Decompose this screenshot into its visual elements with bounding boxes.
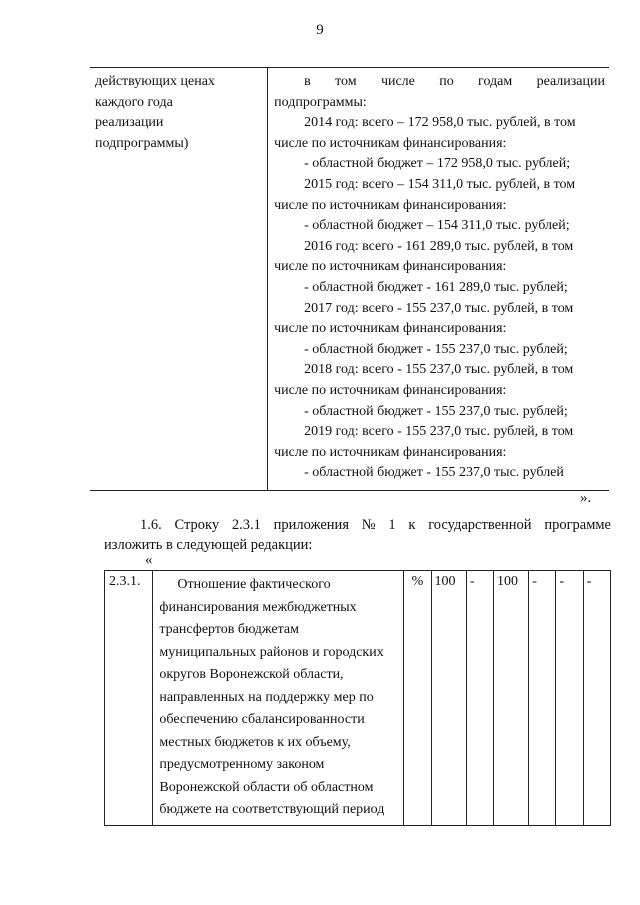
word: 2.3.1: [231, 517, 261, 533]
funding-cell: [268, 68, 609, 491]
value-cell: 100: [431, 571, 466, 826]
year-total-line: 2017 год: всего - 155 237,0 тыс. рублей, в том: [304, 300, 574, 316]
word: программе: [544, 517, 611, 533]
label-line: каждого года: [95, 94, 173, 110]
value-cell: -: [556, 571, 583, 826]
word: государственной: [428, 517, 532, 533]
word: числе: [380, 74, 415, 89]
word: том: [335, 74, 357, 89]
label-cell: [90, 68, 268, 491]
word: реализации: [536, 74, 605, 89]
opening-quote: «: [145, 552, 153, 568]
word: 1.6.: [140, 517, 162, 533]
year-total-line: 2016 год: всего - 161 289,0 тыс. рублей, в том: [304, 238, 574, 254]
year-source-line: числе по источникам финансирования:: [274, 135, 507, 151]
year-budget-line: - областной бюджет - 155 237,0 тыс. рублей;: [304, 403, 568, 419]
table-row: [90, 68, 609, 491]
year-source-line: числе по источникам финансирования:: [274, 444, 507, 460]
table-row: [105, 571, 611, 826]
indicator-number: 2.3.1.: [105, 571, 153, 826]
description-line: бюджете на соответствующий период: [159, 802, 385, 817]
word: в: [304, 74, 311, 89]
year-total-line: 2014 год: всего – 172 958,0 тыс. рублей, в том: [304, 115, 576, 131]
year-source-line: числе по источникам финансирования:: [274, 197, 507, 213]
value-cell: -: [466, 571, 493, 826]
description-line: финансирования межбюджетных: [159, 599, 357, 615]
word: Строку: [174, 517, 220, 533]
word: 1: [388, 517, 396, 533]
word: к: [408, 517, 416, 533]
year-total-line: 2019 год: всего - 155 237,0 тыс. рублей, в том: [304, 424, 574, 440]
description-line: местных бюджетов к их объему,: [159, 734, 351, 750]
year-total-line: 2018 год: всего - 155 237,0 тыс. рублей, в том: [304, 362, 574, 378]
word: по: [439, 74, 454, 89]
intro-tail: подпрограммы:: [274, 94, 367, 110]
value-cell: -: [529, 571, 556, 826]
year-source-line: числе по источникам финансирования:: [274, 259, 507, 275]
funding-table: [90, 67, 609, 491]
label-line: подпрограммы): [95, 135, 189, 151]
word: приложения: [273, 517, 349, 533]
description-line: предусмотренному законом: [159, 757, 325, 772]
description-line: Воронежской области об областном: [159, 779, 374, 795]
intro-line: [274, 72, 605, 93]
year-total-line: 2015 год: всего – 154 311,0 тыс. рублей, в том: [304, 176, 576, 192]
label-line: действующих ценах: [95, 74, 215, 89]
amendment-paragraph: [104, 515, 611, 555]
year-source-line: числе по источникам финансирования:: [274, 321, 507, 337]
word: годам: [478, 74, 513, 89]
unit-cell: %: [404, 571, 431, 826]
value-cell: 100: [494, 571, 529, 826]
word: №: [361, 517, 376, 533]
indicator-table: [104, 570, 611, 826]
value-cell: -: [586, 574, 592, 589]
description-line: трансфертов бюджетам: [159, 622, 299, 637]
paragraph-line: изложить в следующей редакции:: [104, 537, 313, 553]
paragraph-line: [104, 515, 611, 535]
year-budget-line: - областной бюджет - 161 289,0 тыс. рублей;: [304, 279, 568, 295]
description-line: обеспечению сбалансированности: [159, 712, 365, 727]
year-budget-line: - областной бюджет – 172 958,0 тыс. рублей;: [304, 156, 571, 172]
closing-quote: ».: [580, 490, 592, 506]
year-budget-line: - областной бюджет - 155 237,0 тыс. рублей;: [304, 341, 568, 357]
description-line: Отношение фактического: [177, 577, 331, 592]
indicator-description: [153, 571, 404, 826]
label-line: реализации: [95, 115, 164, 131]
year-budget-line: - областной бюджет - 155 237,0 тыс. рублей: [304, 465, 564, 481]
page-number: 9: [316, 22, 324, 38]
description-line: округов Воронежской области,: [159, 667, 344, 682]
year-budget-line: - областной бюджет – 154 311,0 тыс. рублей;: [304, 218, 570, 234]
description-line: направленных на поддержку мер по: [159, 689, 374, 705]
year-source-line: числе по источникам финансирования:: [274, 382, 507, 398]
description-line: муниципальных районов и городских: [159, 644, 384, 660]
